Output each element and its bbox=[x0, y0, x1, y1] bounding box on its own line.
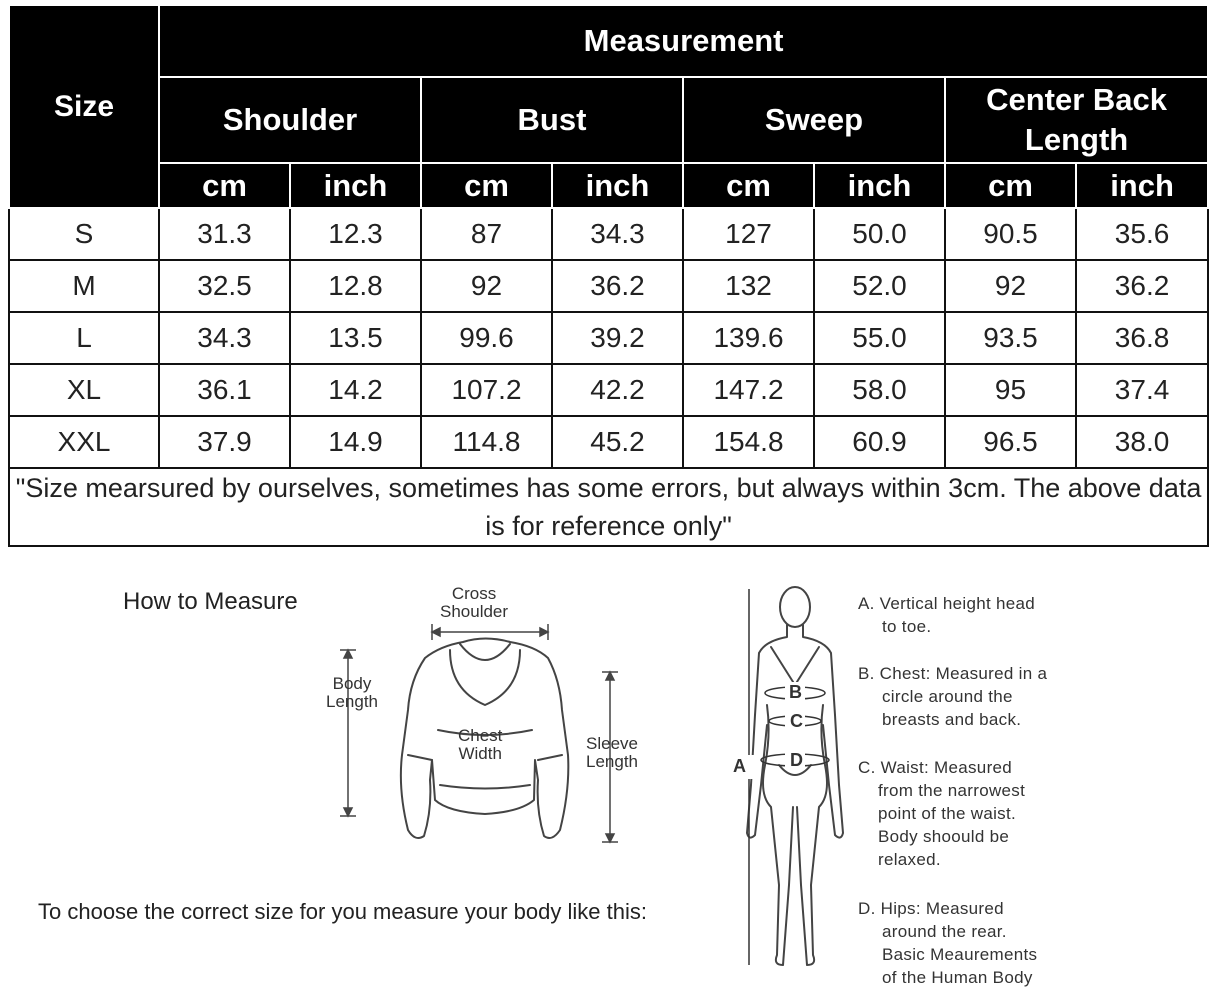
definition-line: D. Hips: Measured bbox=[858, 899, 1004, 918]
size-cell: S bbox=[9, 208, 159, 260]
table-row bbox=[9, 312, 1208, 364]
value-cell: 34.3 bbox=[552, 208, 683, 260]
value-cell: 132 bbox=[683, 260, 814, 312]
definition-line: breasts and back. bbox=[882, 710, 1022, 729]
value-cell: 37.9 bbox=[159, 416, 290, 468]
value-cell: 154.8 bbox=[683, 416, 814, 468]
value-cell: 36.2 bbox=[552, 260, 683, 312]
size-cell: M bbox=[9, 260, 159, 312]
size-header: Size bbox=[9, 5, 159, 208]
value-cell: 92 bbox=[421, 260, 552, 312]
definition-c bbox=[858, 756, 1098, 871]
disclaimer-note: "Size mearsured by ourselves, sometimes has some errors, but always within 3cm. The above data is for reference only" bbox=[9, 468, 1208, 546]
definition-line: from the narrowest bbox=[878, 781, 1026, 800]
definition-b bbox=[858, 662, 1098, 731]
unit-header: inch bbox=[290, 163, 421, 208]
body-figure-diagram bbox=[735, 585, 845, 985]
value-cell: 92 bbox=[945, 260, 1076, 312]
value-cell: 38.0 bbox=[1076, 416, 1208, 468]
marker-a: A bbox=[733, 756, 746, 776]
definition-line: Basic Meaurements bbox=[882, 945, 1038, 964]
definition-line: Body shoould be bbox=[878, 827, 1010, 846]
value-cell: 147.2 bbox=[683, 364, 814, 416]
size-cell: L bbox=[9, 312, 159, 364]
marker-b: B bbox=[789, 682, 802, 702]
definition-d bbox=[858, 897, 1098, 989]
definition-line: B. Chest: Measured in a bbox=[858, 664, 1048, 683]
value-cell: 45.2 bbox=[552, 416, 683, 468]
definition-line: C. Waist: Measured bbox=[858, 758, 1013, 777]
value-cell: 14.2 bbox=[290, 364, 421, 416]
size-cell: XXL bbox=[9, 416, 159, 468]
table-row bbox=[9, 364, 1208, 416]
size-rows bbox=[9, 208, 1208, 468]
how-to-measure-title: How to Measure bbox=[123, 588, 298, 615]
definition-line: relaxed. bbox=[878, 850, 941, 869]
size-chart-table bbox=[8, 4, 1209, 547]
measurement-header: Measurement bbox=[159, 5, 1208, 77]
value-cell: 96.5 bbox=[945, 416, 1076, 468]
definition-line: circle around the bbox=[882, 687, 1013, 706]
value-cell: 42.2 bbox=[552, 364, 683, 416]
value-cell: 55.0 bbox=[814, 312, 945, 364]
value-cell: 13.5 bbox=[290, 312, 421, 364]
value-cell: 114.8 bbox=[421, 416, 552, 468]
value-cell: 58.0 bbox=[814, 364, 945, 416]
value-cell: 14.9 bbox=[290, 416, 421, 468]
chest-width-label: Chest Width bbox=[458, 726, 503, 763]
unit-header: cm bbox=[945, 163, 1076, 208]
value-cell: 99.6 bbox=[421, 312, 552, 364]
definition-line: of the Human Body bbox=[882, 968, 1033, 987]
garment-diagram bbox=[320, 580, 650, 860]
value-cell: 12.3 bbox=[290, 208, 421, 260]
definition-a bbox=[858, 592, 1098, 638]
bust-header: Bust bbox=[421, 77, 683, 163]
marker-d: D bbox=[790, 750, 803, 770]
value-cell: 90.5 bbox=[945, 208, 1076, 260]
definition-line: point of the waist. bbox=[878, 804, 1016, 823]
value-cell: 60.9 bbox=[814, 416, 945, 468]
value-cell: 12.8 bbox=[290, 260, 421, 312]
shoulder-header: Shoulder bbox=[159, 77, 421, 163]
value-cell: 31.3 bbox=[159, 208, 290, 260]
value-cell: 107.2 bbox=[421, 364, 552, 416]
unit-header: cm bbox=[683, 163, 814, 208]
size-cell: XL bbox=[9, 364, 159, 416]
sweep-header: Sweep bbox=[683, 77, 945, 163]
value-cell: 34.3 bbox=[159, 312, 290, 364]
value-cell: 87 bbox=[421, 208, 552, 260]
value-cell: 95 bbox=[945, 364, 1076, 416]
body-length-label: Body Length bbox=[326, 674, 378, 711]
value-cell: 35.6 bbox=[1076, 208, 1208, 260]
value-cell: 39.2 bbox=[552, 312, 683, 364]
unit-header: cm bbox=[159, 163, 290, 208]
value-cell: 93.5 bbox=[945, 312, 1076, 364]
definition-line: around the rear. bbox=[882, 922, 1007, 941]
cross-shoulder-label: Cross Shoulder bbox=[440, 584, 509, 621]
sleeve-length-label: Sleeve Length bbox=[586, 734, 638, 771]
value-cell: 50.0 bbox=[814, 208, 945, 260]
table-row bbox=[9, 260, 1208, 312]
value-cell: 36.1 bbox=[159, 364, 290, 416]
value-cell: 32.5 bbox=[159, 260, 290, 312]
center-back-length-header: Center Back Length bbox=[945, 77, 1208, 163]
marker-c: C bbox=[790, 711, 803, 731]
unit-header: inch bbox=[814, 163, 945, 208]
table-row bbox=[9, 416, 1208, 468]
definition-line: A. Vertical height head bbox=[858, 594, 1036, 613]
value-cell: 52.0 bbox=[814, 260, 945, 312]
unit-header: cm bbox=[421, 163, 552, 208]
value-cell: 36.8 bbox=[1076, 312, 1208, 364]
table-row bbox=[9, 208, 1208, 260]
unit-header: inch bbox=[1076, 163, 1208, 208]
unit-header: inch bbox=[552, 163, 683, 208]
value-cell: 139.6 bbox=[683, 312, 814, 364]
choose-size-instruction: To choose the correct size for you measure your body like this: bbox=[38, 899, 647, 924]
definition-line: to toe. bbox=[882, 617, 932, 636]
value-cell: 37.4 bbox=[1076, 364, 1208, 416]
value-cell: 36.2 bbox=[1076, 260, 1208, 312]
value-cell: 127 bbox=[683, 208, 814, 260]
